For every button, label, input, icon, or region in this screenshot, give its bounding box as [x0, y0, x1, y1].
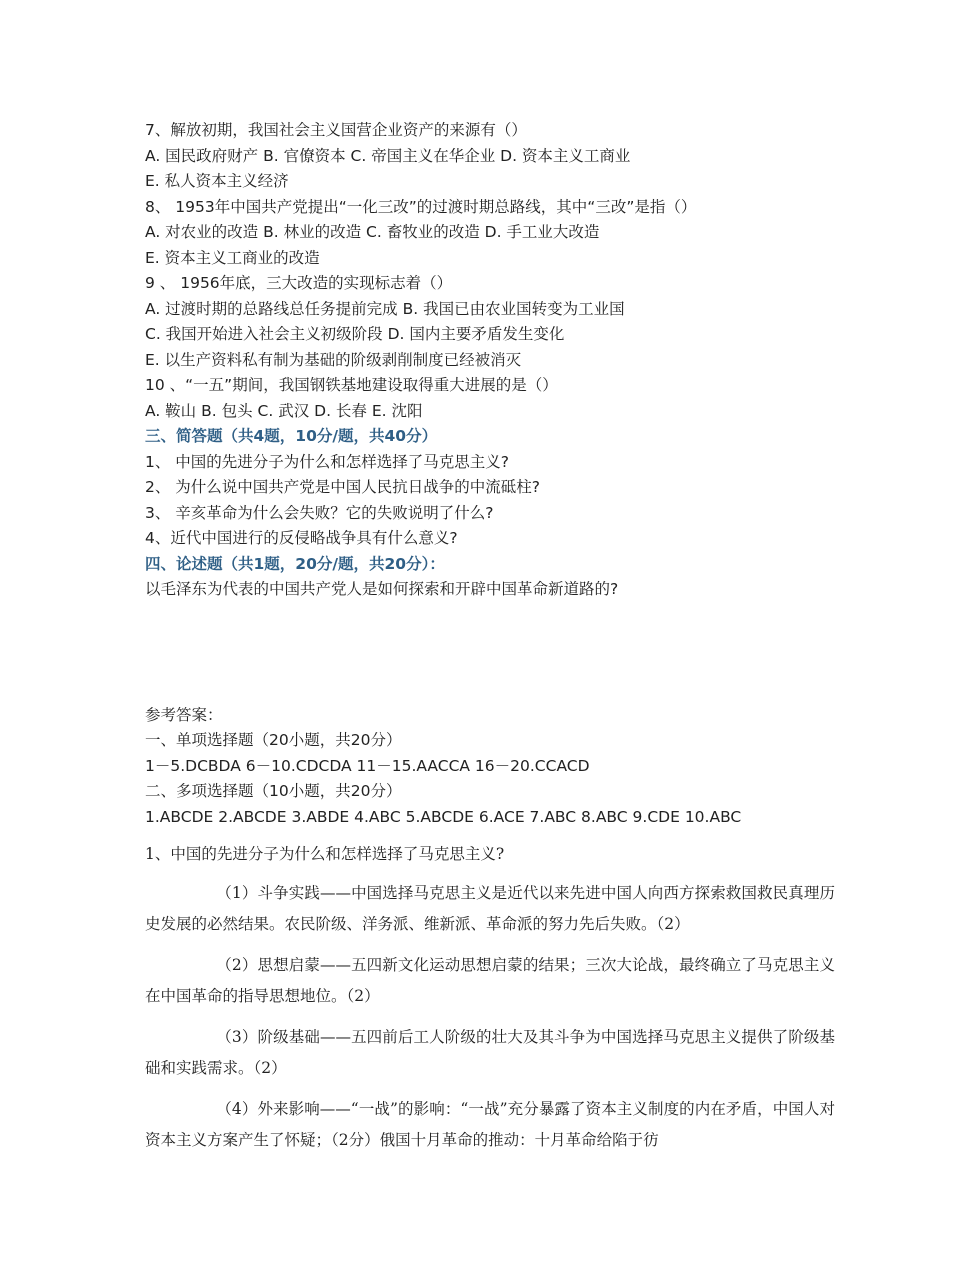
- answers-part-1-values: 1－5.DCBDA 6－10.CDCDA 11－15.AACCA 16－20.CCACD: [145, 756, 590, 775]
- answers-gap: [145, 830, 835, 842]
- answers-part-2-title: 二、多项选择题（10小题，共20分）: [145, 782, 402, 800]
- short-answer-question-1: 1、 中国的先进分子为什么和怎样选择了马克思主义?: [145, 452, 510, 471]
- page-gap: [145, 603, 835, 703]
- question-7-options-line-1: A. 国民政府财产 B. 官僚资本 C. 帝国主义在华企业 D. 资本主义工商业: [145, 146, 631, 165]
- short-answer-question-3: 3、 辛亥革命为什么会失败？它的失败说明了什么?: [145, 503, 494, 522]
- answer-paragraph-4: （4）外来影响——“一战”的影响：“一战”充分暴露了资本主义制度的内在矛盾，中国人对资本主义方案产生了怀疑；（2分）俄国十月革命的推动：十月革命给陷于彷: [145, 1099, 835, 1149]
- answers-part-1-title: 一、单项选择题（20小题，共20分）: [145, 731, 402, 749]
- question-9-options-line-2: C. 我国开始进入社会主义初级阶段 D. 国内主要矛盾发生变化: [145, 325, 565, 343]
- short-answer-question-4: 4、近代中国进行的反侵略战争具有什么意义?: [145, 529, 458, 547]
- section-3-heading: 三、简答题（共4题，10分/题，共40分）: [145, 427, 438, 445]
- question-8: 8、 1953年中国共产党提出“一化三改”的过渡时期总路线，其中“三改”是指（）: [145, 197, 697, 216]
- question-9-options-line-1: A. 过渡时期的总路线总任务提前完成 B. 我国已由农业国转变为工业国: [145, 299, 625, 318]
- question-10: 10 、“一五”期间，我国钢铁基地建设取得重大进展的是（）: [145, 376, 558, 394]
- answers-part-2-values: 1.ABCDE 2.ABCDE 3.ABDE 4.ABC 5.ABCDE 6.ACE 7.ABC 8.ABC 9.CDE 10.ABC: [145, 807, 742, 826]
- answer-paragraph-3: （3）阶级基础——五四前后工人阶级的壮大及其斗争为中国选择马克思主义提供了阶级基础和实践需求。（2）: [145, 1027, 835, 1077]
- answer-paragraph-1: （1）斗争实践——中国选择马克思主义是近代以来先进中国人向西方探索救国救民真理历史发展的必然结果。农民阶级、洋务派、维新派、革命派的努力先后失败。（2）: [145, 883, 835, 933]
- question-8-options-line-2: E. 资本主义工商业的改造: [145, 248, 320, 267]
- question-10-options: A. 鞍山 B. 包头 C. 武汉 D. 长春 E. 沈阳: [145, 401, 423, 420]
- short-answer-question-2: 2、 为什么说中国共产党是中国人民抗日战争的中流砥柱?: [145, 478, 541, 496]
- question-9: 9 、 1956年底，三大改造的实现标志着（）: [145, 274, 453, 292]
- question-7: 7、解放初期，我国社会主义国营企业资产的来源有（）: [145, 121, 527, 139]
- answers-title: 参考答案：: [145, 705, 223, 724]
- section-4-heading: 四、论述题（共1题，20分/题，共20分）：: [145, 554, 445, 573]
- document-page: [145, 118, 835, 1156]
- essay-question: 以毛泽东为代表的中国共产党人是如何探索和开辟中国革命新道路的?: [145, 580, 619, 598]
- question-8-options-line-1: A. 对农业的改造 B. 林业的改造 C. 畜牧业的改造 D. 手工业大改造: [145, 223, 600, 241]
- answer-paragraph-2: （2）思想启蒙——五四新文化运动思想启蒙的结果；三次大论战，最终确立了马克思主义在中国革命的指导思想地位。（2）: [145, 955, 835, 1005]
- question-9-options-line-3: E. 以生产资料私有制为基础的阶级剥削制度已经被消灭: [145, 350, 522, 369]
- question-7-options-line-2: E. 私人资本主义经济: [145, 172, 289, 190]
- answer-essay-question-1: 1、中国的先进分子为什么和怎样选择了马克思主义?: [145, 845, 505, 863]
